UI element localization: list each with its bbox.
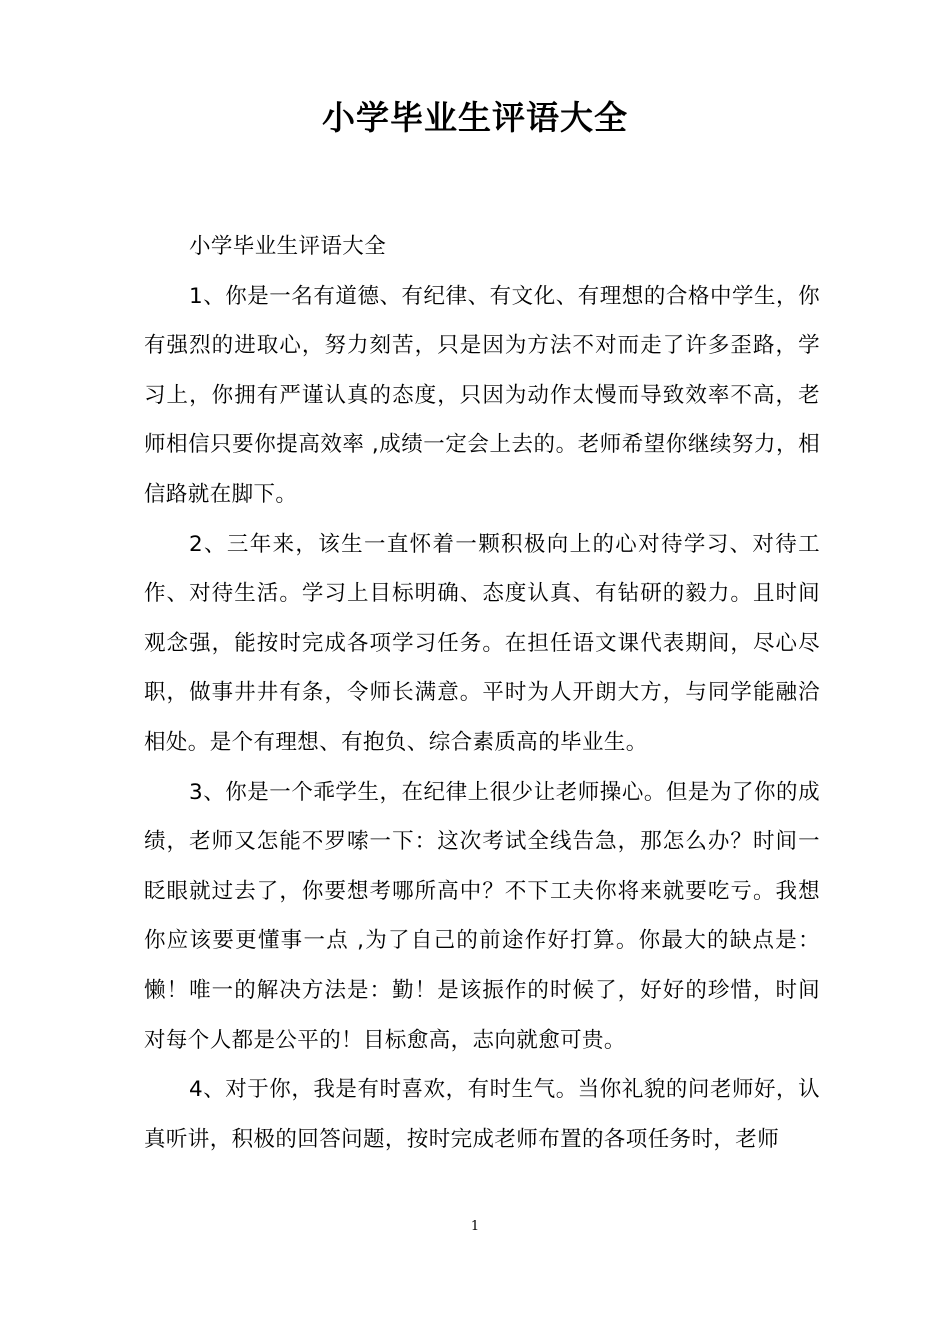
document-title: 小学毕业生评语大全: [322, 98, 628, 137]
paragraph-comment-1: 1、你是一名有道德、有纪律、有文化、有理想的合格中学生，你有强烈的进取心，努力刻苦，只是因为方法不对而走了许多歪路，学习上，你拥有严谨认真的态度，只因为动作太慢而导致效率不高，老师相信只要你提高效率 ,成绩一定会上去的。老师希望你继续努力，相信路就在脚下。: [144, 283, 820, 507]
paragraph-subtitle: 小学毕业生评语大全: [189, 234, 387, 259]
paragraph-comment-4: 4、对于你，我是有时喜欢，有时生气。当你礼貌的问老师好，认真听讲，积极的回答问题，按时完成老师布置的各项任务时，老师: [144, 1077, 820, 1152]
paragraph-comment-2: 2、三年来，该生一直怀着一颗积极向上的心对待学习、对待工作、对待生活。学习上目标明确、态度认真、有钻研的毅力。且时间观念强，能按时完成各项学习任务。在担任语文课代表期间，尽心尽职，做事井井有条，令师长满意。平时为人开朗大方，与同学能融洽相处。是个有理想、有抱负、综合素质高的毕业生。: [144, 531, 820, 755]
paragraph-comment-3: 3、你是一个乖学生，在纪律上很少让老师操心。但是为了你的成绩，老师又怎能不罗嗦一下：这次考试全线告急，那怎么办？时间一眨眼就过去了，你要想考哪所高中？不下工夫你将来就要吃亏。我想你应该要更懂事一点 ,为了自己的前途作好打算。你最大的缺点是：懒！唯一的解决方法是：勤！是该振作的时候了，好好的珍惜，时间对每个人都是公平的！目标愈高，志向就愈可贵。: [144, 779, 820, 1053]
page-number: 1: [470, 1219, 480, 1234]
document-body: [144, 222, 820, 1164]
